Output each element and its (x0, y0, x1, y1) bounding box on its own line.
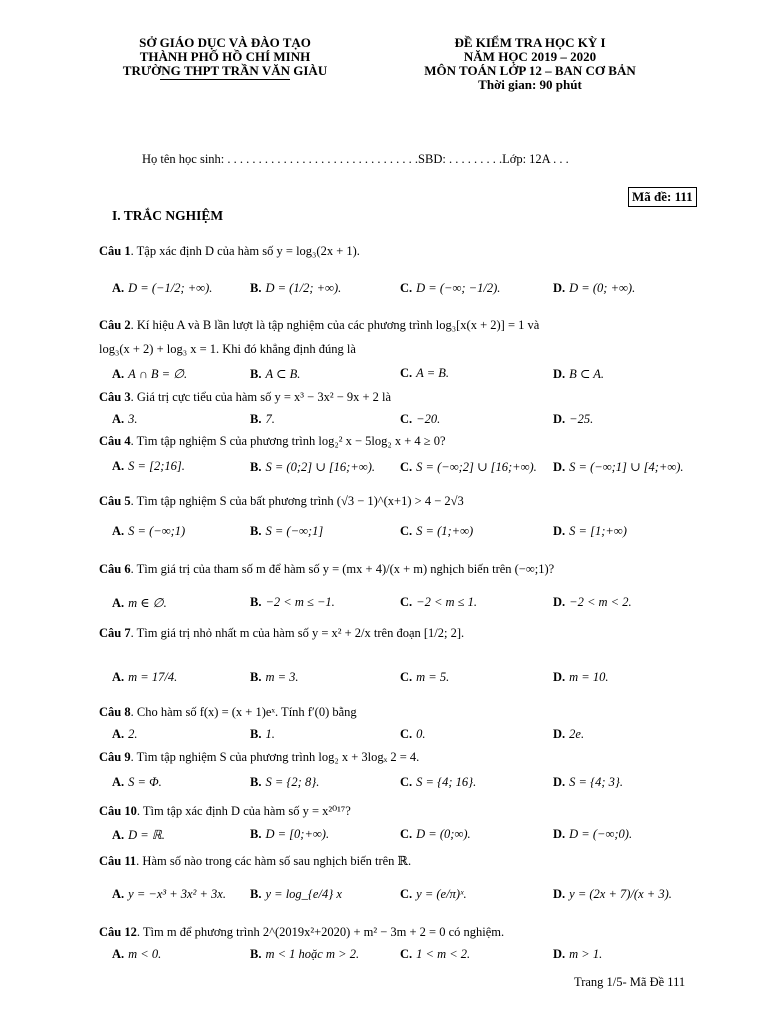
option-c[interactable] (400, 595, 477, 610)
option-b[interactable] (250, 366, 300, 382)
option-text: m > 1. (569, 947, 603, 961)
option-letter: A. (112, 524, 125, 538)
option-text: m ∈ ∅. (128, 596, 167, 610)
option-letter: C. (400, 524, 413, 538)
option-d[interactable] (553, 670, 609, 685)
option-a[interactable] (112, 366, 187, 382)
question-text: . Tìm tập nghiệm S của phương trình log₂² x − 5log₂ x + 4 ≥ 0? (130, 434, 446, 448)
header-right (400, 36, 660, 92)
duration: Thời gian: 90 phút (478, 77, 582, 92)
option-text: D = (0; +∞). (569, 281, 636, 295)
option-text: y = log_{e/4} x (265, 887, 342, 901)
option-a[interactable] (112, 281, 212, 296)
option-letter: D. (553, 412, 566, 426)
option-text: m < 1 hoặc m > 2. (265, 947, 360, 961)
option-letter: C. (400, 460, 413, 474)
option-b[interactable] (250, 524, 323, 539)
question-text: . Cho hàm số f(x) = (x + 1)eˣ. Tính f′(0) bằng (130, 705, 357, 719)
option-letter: C. (400, 827, 413, 841)
option-letter: A. (112, 281, 125, 295)
option-d[interactable] (553, 281, 635, 296)
question-label: Câu 4 (99, 434, 131, 448)
option-a[interactable] (112, 595, 167, 611)
question-10 (99, 803, 351, 819)
question-text: . Hàm số nào trong các hàm số sau nghịch biến trên ℝ. (136, 854, 412, 868)
option-text: S = {4; 16}. (416, 775, 477, 789)
option-c[interactable] (400, 670, 449, 685)
option-letter: A. (112, 775, 125, 789)
option-letter: A. (112, 727, 125, 741)
option-d[interactable] (553, 595, 632, 610)
option-letter: A. (112, 596, 125, 610)
question-1 (99, 244, 360, 259)
option-c[interactable] (400, 947, 470, 962)
question-2 (99, 318, 539, 333)
option-d[interactable] (553, 947, 602, 962)
option-letter: C. (400, 947, 413, 961)
option-d[interactable] (553, 727, 584, 742)
option-a[interactable] (112, 827, 165, 843)
option-a[interactable] (112, 459, 185, 474)
option-text: −2 < m ≤ 1. (416, 595, 478, 609)
question-text: . Tìm tập nghiệm S của bất phương trình (√3 − 1)^(x+1) > 4 − 2√3 (130, 494, 464, 508)
question-label: Câu 9 (99, 750, 131, 764)
option-letter: D. (553, 595, 566, 609)
question-label: Câu 2 (99, 318, 131, 332)
option-text: S = (−∞;2] ∪ [16;+∞). (416, 460, 537, 474)
option-letter: B. (250, 887, 262, 901)
option-a[interactable] (112, 947, 161, 962)
option-letter: B. (250, 367, 262, 381)
question-5 (99, 494, 464, 509)
question-6 (99, 562, 554, 577)
option-text: −20. (416, 412, 441, 426)
option-b[interactable] (250, 887, 342, 902)
question-text: . Kí hiệu A và B lần lượt là tập nghiệm của các phương trình log₃[x(x + 2)] = 1 và (130, 318, 540, 332)
option-letter: C. (400, 366, 413, 380)
option-text: D = [0;+∞). (265, 827, 330, 841)
option-text: −25. (569, 412, 594, 426)
option-d[interactable] (553, 524, 627, 539)
option-letter: B. (250, 775, 262, 789)
question-label: Câu 5 (99, 494, 131, 508)
option-letter: D. (553, 281, 566, 295)
option-letter: D. (553, 887, 566, 901)
section-title: I. TRẮC NGHIỆM (112, 208, 224, 223)
option-letter: C. (400, 727, 413, 741)
option-b[interactable] (250, 412, 275, 427)
option-letter: B. (250, 727, 262, 741)
question-label: Câu 1 (99, 244, 131, 258)
option-b[interactable] (250, 827, 329, 842)
option-letter: D. (553, 947, 566, 961)
option-letter: A. (112, 459, 125, 473)
option-text: S = (−∞;1] ∪ [4;+∞). (569, 460, 684, 474)
option-a[interactable] (112, 775, 162, 790)
option-letter: C. (400, 281, 413, 295)
option-d[interactable] (553, 775, 623, 790)
question-3 (99, 390, 391, 405)
option-text: S = (1;+∞) (416, 524, 474, 538)
question-text-continued: log₃(x + 2) + log₃ x = 1. Khi đó khẳng định đúng là (99, 342, 356, 356)
option-a[interactable] (112, 524, 185, 539)
option-c[interactable] (400, 281, 500, 296)
question-11 (99, 853, 411, 869)
question-text: . Giá trị cực tiểu của hàm số y = x³ − 3x² − 9x + 2 là (130, 390, 392, 404)
option-letter: A. (112, 828, 125, 842)
option-letter: A. (112, 887, 125, 901)
exam-code-box: Mã đề: 111 (628, 187, 697, 207)
option-b[interactable] (250, 281, 341, 296)
option-text: 1 < m < 2. (416, 947, 471, 961)
question-label: Câu 12 (99, 925, 137, 939)
option-letter: D. (553, 367, 566, 381)
option-a[interactable] (112, 727, 138, 742)
header-left (100, 36, 350, 80)
option-c[interactable] (400, 827, 471, 842)
option-c[interactable] (400, 459, 537, 475)
school-year: NĂM HỌC 2019 – 2020 (463, 49, 597, 64)
option-c[interactable] (400, 366, 449, 381)
city-name: THÀNH PHỐ HỒ CHÍ MINH (139, 49, 311, 64)
question-text: . Tìm tập nghiệm S của phương trình log₂ x + 3logₓ 2 = 4. (130, 750, 420, 764)
question-4 (99, 434, 446, 449)
option-letter: A. (112, 367, 125, 381)
option-text: A ∩ B = ∅. (128, 367, 188, 381)
question-text: . Tìm m để phương trình 2^(2019x²+2020) + m² − 3m + 2 = 0 có nghiệm. (136, 925, 505, 939)
option-b[interactable] (250, 947, 359, 962)
question-7 (99, 626, 464, 641)
question-label: Câu 10 (99, 804, 137, 818)
option-d[interactable] (553, 366, 604, 382)
question-9 (99, 750, 419, 765)
subject: MÔN TOÁN LỚP 12 – BAN CƠ BẢN (424, 63, 636, 78)
option-text: −2 < m < 2. (569, 595, 632, 609)
question-label: Câu 11 (99, 854, 137, 868)
option-letter: D. (553, 827, 566, 841)
option-c[interactable] (400, 727, 426, 742)
option-text: m = 3. (265, 670, 299, 684)
option-letter: D. (553, 524, 566, 538)
option-text: 2. (128, 727, 138, 741)
question-text: . Tập xác định D của hàm số y = log₃(2x + 1). (130, 244, 360, 258)
option-text: y = (2x + 7)/(x + 3). (569, 887, 672, 901)
header-left-rule (160, 79, 290, 80)
option-letter: B. (250, 524, 262, 538)
option-text: D = (0;∞). (416, 827, 471, 841)
school-name: TRƯỜNG THPT TRẦN VĂN GIÀU (122, 63, 328, 78)
option-text: 0. (416, 727, 426, 741)
option-letter: B. (250, 460, 262, 474)
option-text: D = (−∞;0). (569, 827, 633, 841)
page-footer: Trang 1/5- Mã Đề 111 (574, 975, 686, 989)
option-letter: B. (250, 947, 262, 961)
option-d[interactable] (553, 827, 632, 842)
option-c[interactable] (400, 887, 467, 902)
option-letter: C. (400, 595, 413, 609)
option-letter: C. (400, 775, 413, 789)
option-text: m = 5. (416, 670, 450, 684)
option-text: 1. (265, 727, 275, 741)
question-label: Câu 6 (99, 562, 131, 576)
option-text: S = {4; 3}. (569, 775, 624, 789)
option-text: S = {2; 8}. (265, 775, 320, 789)
option-letter: B. (250, 595, 262, 609)
option-text: S = Φ. (128, 775, 162, 789)
option-text: A = B. (416, 366, 450, 380)
option-letter: C. (400, 670, 413, 684)
question-text: . Tìm giá trị nhỏ nhất m của hàm số y = x² + 2/x trên đoạn [1/2; 2]. (130, 626, 465, 640)
student-info-line: Họ tên học sinh: . . . . . . . . . . . . . . . . . . . . . . . . . . . . . . .SBD: . . . . . . . . .Lớp: 12A . . . (142, 152, 569, 166)
question-label: Câu 8 (99, 705, 131, 719)
option-letter: B. (250, 281, 262, 295)
option-text: S = (0;2] ∪ [16;+∞). (265, 460, 375, 474)
option-d[interactable] (553, 459, 684, 475)
option-text: m = 10. (569, 670, 609, 684)
option-letter: A. (112, 947, 125, 961)
option-b[interactable] (250, 727, 275, 742)
option-letter: B. (250, 670, 262, 684)
option-text: S = [2;16]. (128, 459, 185, 473)
dept-name: SỞ GIÁO DỤC VÀ ĐÀO TẠO (139, 35, 311, 50)
option-letter: D. (553, 727, 566, 741)
option-text: 2e. (569, 727, 585, 741)
option-d[interactable] (553, 887, 672, 902)
option-b[interactable] (250, 595, 335, 610)
option-text: S = (−∞;1) (128, 524, 186, 538)
question-12 (99, 925, 504, 940)
option-text: D = ℝ. (128, 828, 165, 842)
option-text: S = [1;+∞) (569, 524, 627, 538)
option-letter: B. (250, 412, 262, 426)
option-text: S = (−∞;1] (265, 524, 324, 538)
option-text: B ⊂ A. (569, 367, 605, 381)
question-label: Câu 3 (99, 390, 131, 404)
option-d[interactable] (553, 412, 593, 427)
option-letter: B. (250, 827, 262, 841)
option-letter: D. (553, 775, 566, 789)
option-text: D = (1/2; +∞). (265, 281, 342, 295)
option-text: A ⊂ B. (265, 367, 301, 381)
option-text: m = 17/4. (128, 670, 178, 684)
question-text: . Tìm tập xác định D của hàm số y = x²⁰¹⁷? (136, 804, 351, 818)
option-b[interactable] (250, 775, 319, 790)
option-text: y = −x³ + 3x² + 3x. (128, 887, 226, 901)
option-a[interactable] (112, 412, 138, 427)
option-text: D = (−1/2; +∞). (128, 281, 213, 295)
question-label: Câu 7 (99, 626, 131, 640)
option-b[interactable] (250, 459, 375, 475)
option-letter: A. (112, 670, 125, 684)
option-text: m < 0. (128, 947, 162, 961)
option-b[interactable] (250, 670, 299, 685)
option-a[interactable] (112, 670, 177, 685)
option-text: 7. (265, 412, 275, 426)
option-text: D = (−∞; −1/2). (416, 281, 501, 295)
option-text: 3. (128, 412, 138, 426)
option-letter: D. (553, 670, 566, 684)
option-letter: C. (400, 412, 413, 426)
question-text: . Tìm giá trị của tham số m để hàm số y = (mx + 4)/(x + m) nghịch biến trên (−∞;1)? (130, 562, 555, 576)
exam-title: ĐỀ KIỂM TRA HỌC KỲ I (454, 35, 606, 50)
option-c[interactable] (400, 412, 440, 427)
option-text: −2 < m ≤ −1. (265, 595, 335, 609)
option-text: y = (e/π)ˣ. (416, 887, 467, 901)
question-8 (99, 705, 357, 720)
option-letter: C. (400, 887, 413, 901)
option-letter: D. (553, 460, 566, 474)
option-c[interactable] (400, 524, 473, 539)
option-c[interactable] (400, 775, 476, 790)
option-letter: A. (112, 412, 125, 426)
option-a[interactable] (112, 887, 226, 902)
